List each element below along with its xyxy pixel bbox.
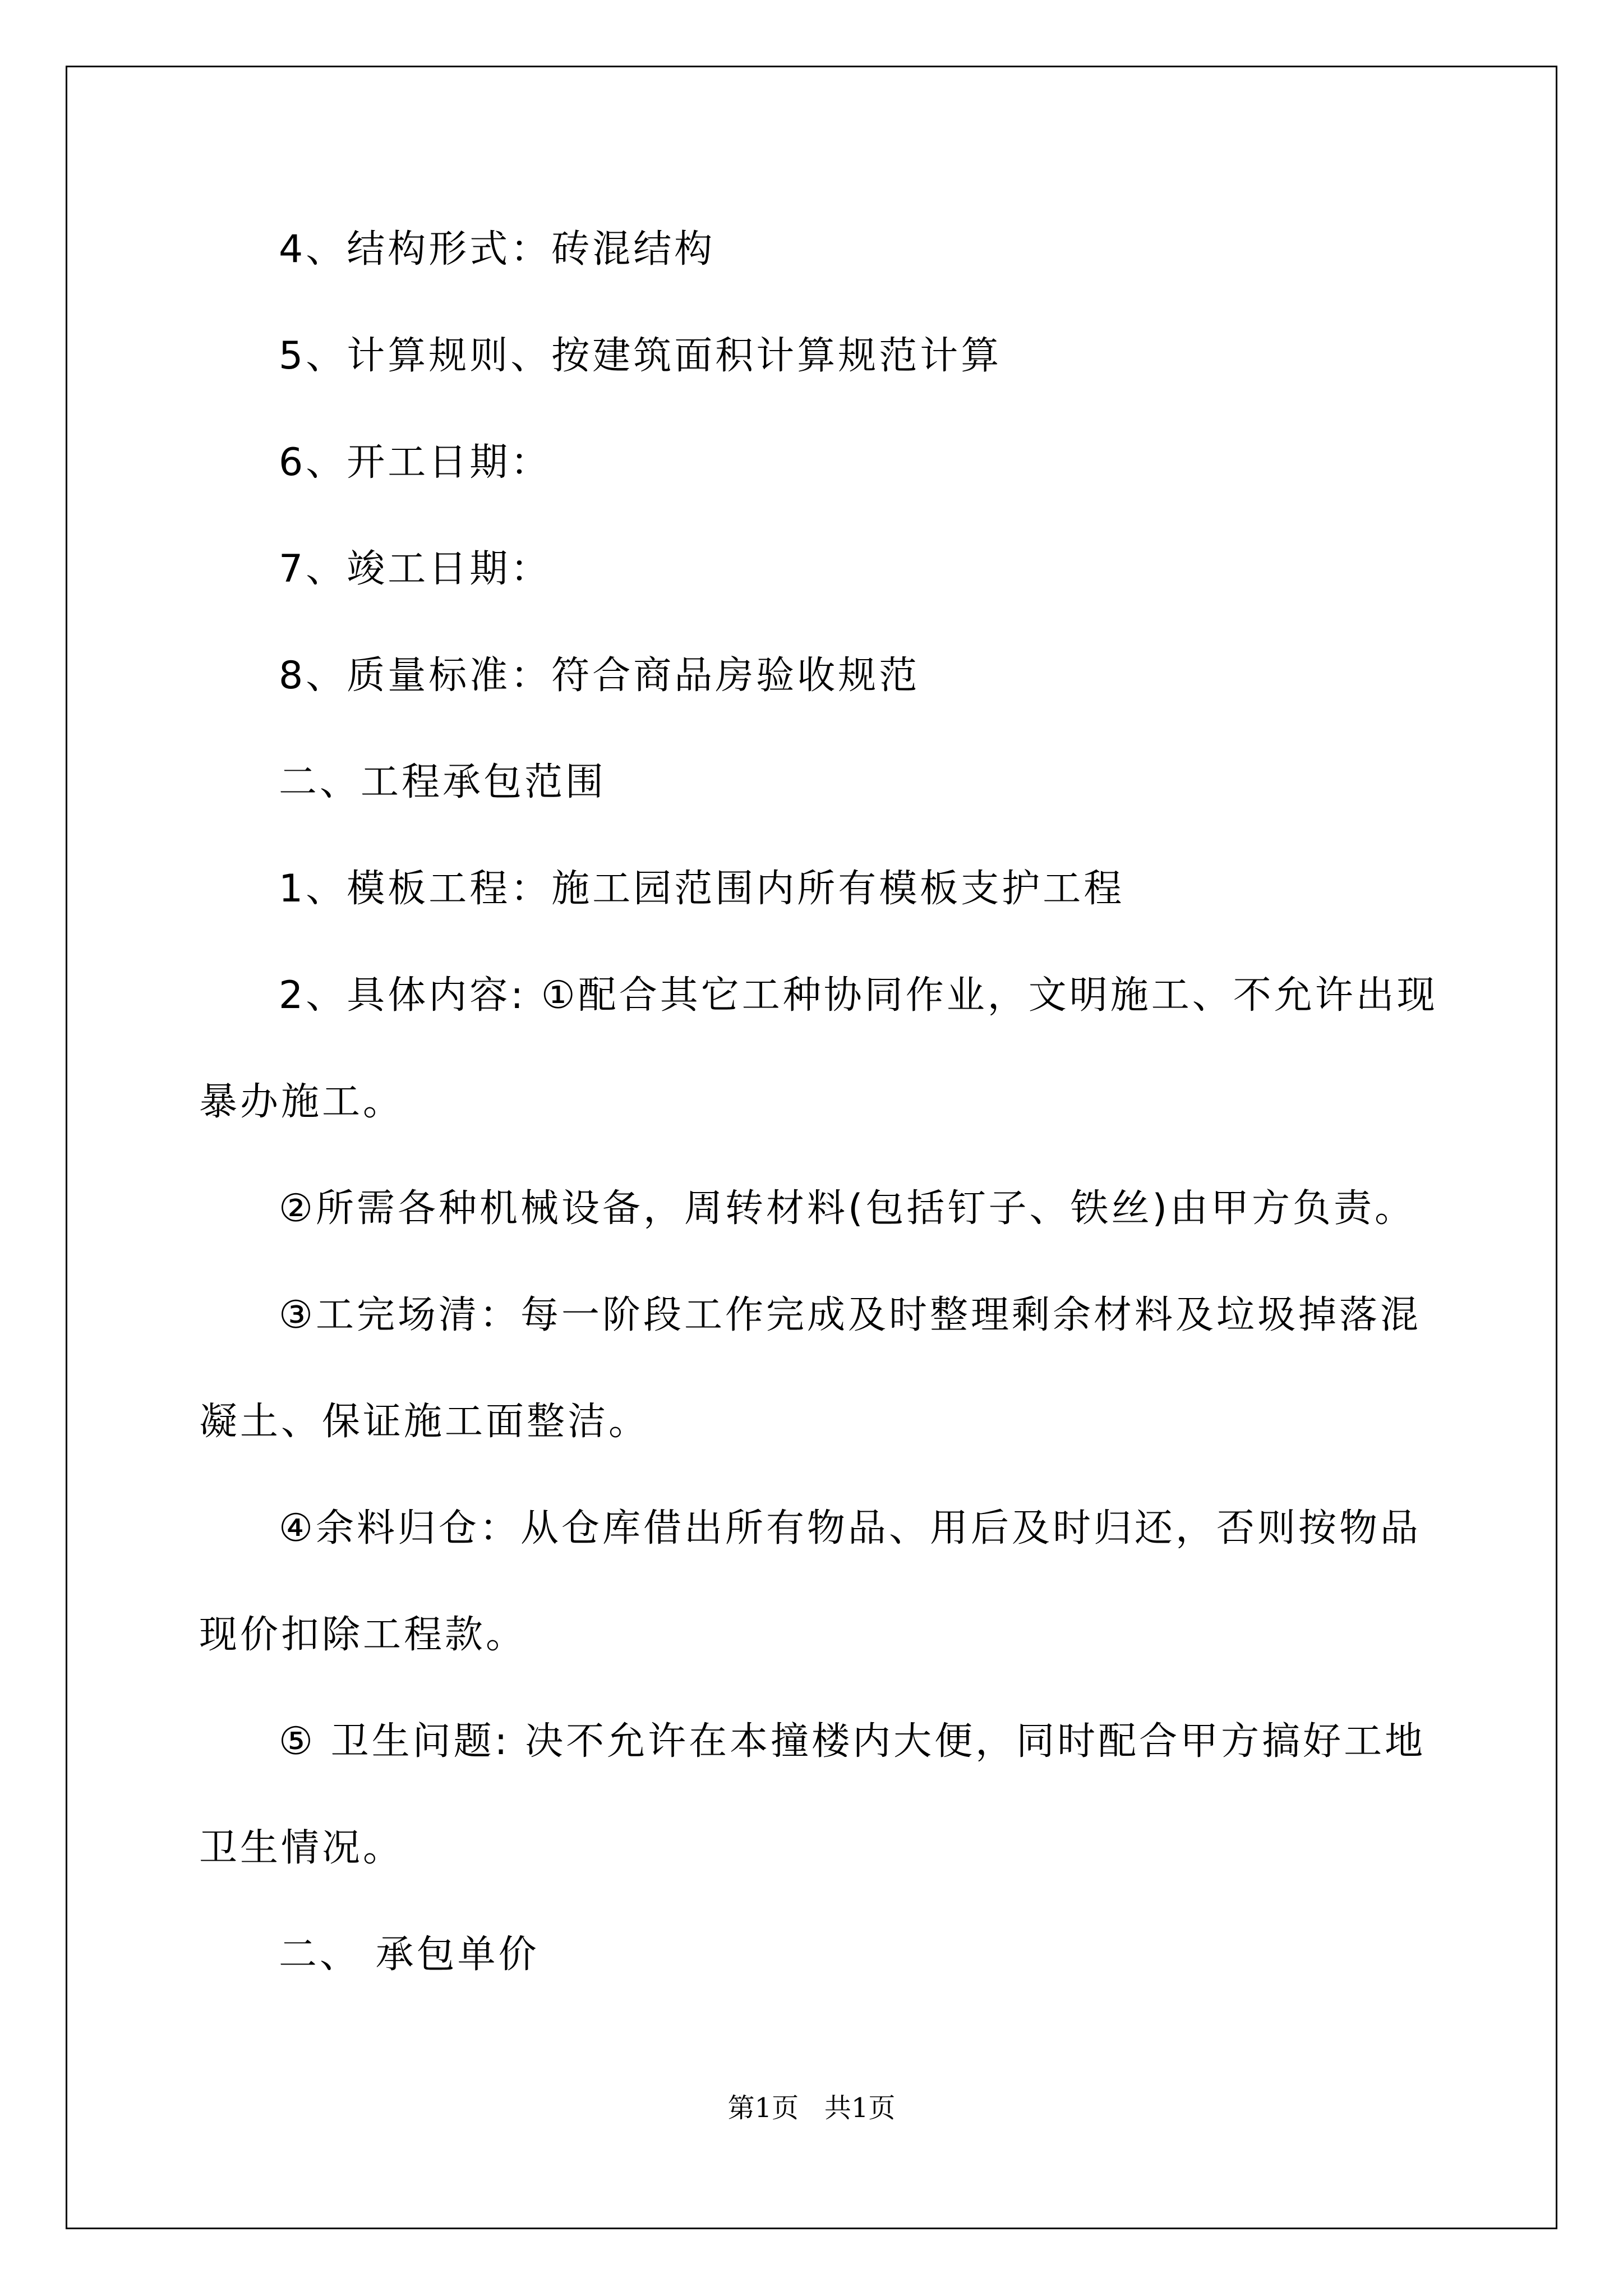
scope-item-5-line-1: ⑤ 卫生问题: 决不允许在本撞楼内大便，同时配合甲方搞好工地: [279, 1719, 1426, 1764]
page-number-footer: 第1页 共1页: [727, 2092, 896, 2124]
spec-quality-standard: 8、质量标准：符合商品房验收规范: [279, 654, 920, 698]
scope-item-2: ②所需各种机械设备，周转材料(包括钉子、铁丝)由甲方负责。: [279, 1186, 1416, 1231]
page-border: [66, 66, 1557, 2229]
scope-item-3-line-1: ③工完场清：每一阶段工作完成及时整理剩余材料及垃圾掉落混: [279, 1293, 1421, 1337]
scope-details-line-1: 2、具体内容: ①配合其它工种协同作业，文明施工、不允许出现: [279, 973, 1438, 1018]
spec-completion-date: 7、竣工日期：: [279, 547, 552, 591]
scope-item-3-line-2: 凝土、保证施工面整洁。: [199, 1400, 650, 1444]
scope-item-5-line-2: 卫生情况。: [199, 1826, 404, 1870]
spec-start-date: 6、开工日期：: [279, 440, 552, 485]
scope-item-4-line-1: ④余料归仓：从仓库借出所有物品、用后及时归还，否则按物品: [279, 1506, 1421, 1550]
scope-details-line-2: 暴办施工。: [199, 1080, 404, 1124]
scope-formwork: 1、模板工程：施工园范围内所有模板支护工程: [279, 867, 1125, 911]
section-heading-scope: 二、工程承包范围: [279, 760, 607, 804]
scope-item-4-line-2: 现价扣除工程款。: [199, 1613, 527, 1657]
spec-calculation-rule: 5、计算规则、按建筑面积计算规范计算: [279, 334, 1002, 378]
section-heading-unit-price: 二、 承包单价: [279, 1932, 540, 1977]
spec-structure-type: 4、结构形式：砖混结构: [279, 227, 716, 272]
